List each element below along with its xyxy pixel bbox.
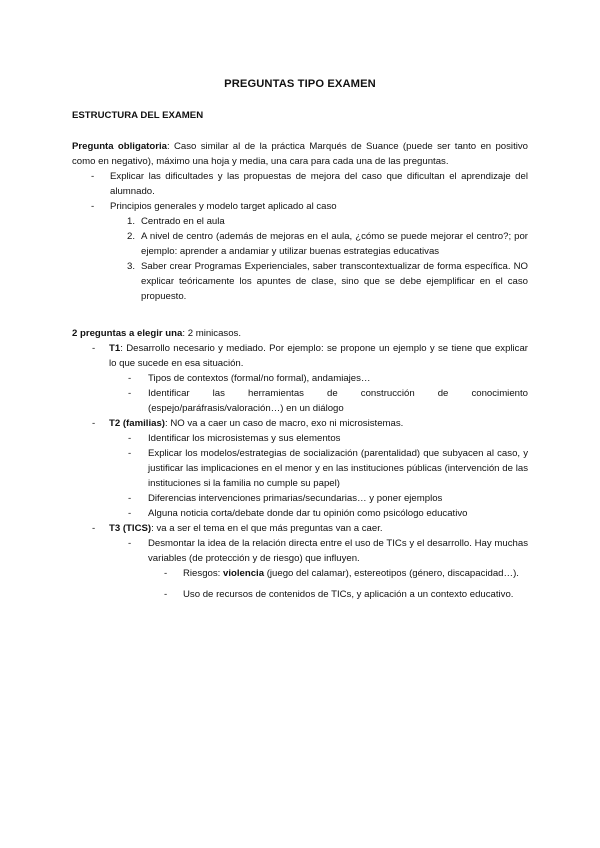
- obligatory-paragraph: [72, 139, 528, 169]
- sub-item-text: Diferencias intervenciones primarias/secundarias… y poner ejemplos: [148, 493, 443, 504]
- numbered-item-text: Saber crear Programas Experienciales, saber transcontextualizar de forma específica. NO explicar teóricamente los apuntes de clase, sino que se debe ejemplificar en el caso propuesto.: [141, 261, 528, 302]
- bullet-dash: -: [91, 171, 95, 182]
- section-heading: ESTRUCTURA DEL EXAMEN: [72, 110, 204, 121]
- t3-text: : va a ser el tema en el que más preguntas van a caer.: [151, 523, 383, 534]
- sub-list-item: [72, 431, 528, 446]
- sub-list-item: [72, 446, 528, 491]
- numbered-item-text: Centrado en el aula: [141, 216, 225, 227]
- bullet-dash: -: [128, 373, 132, 384]
- sub-item-text: Identificar las herramientas de construcción de conocimiento (espejo/paráfrasis/valoración…) en un diálogo: [148, 388, 528, 414]
- sub-list-item: [72, 536, 528, 566]
- obligatory-label: Pregunta obligatoria: [72, 141, 167, 152]
- numbered-item: [72, 259, 528, 304]
- risk-suffix: (juego del calamar), estereotipos (género, discapacidad…).: [264, 568, 519, 579]
- bullet-dash: -: [92, 523, 96, 534]
- risk-prefix: Riesgos:: [183, 568, 223, 579]
- bullet-dash: -: [164, 589, 168, 600]
- risk-bold: violencia: [223, 568, 265, 579]
- numbered-item: [72, 229, 528, 259]
- obligatory-text: : Caso similar al de la práctica Marqués de Suance (puede ser tanto en positivo como en negativo), máximo una hoja y media, una cara para cada una de las preguntas.: [72, 141, 528, 167]
- bullet-dash: -: [91, 201, 95, 212]
- sub-item-text: Tipos de contextos (formal/no formal), andamiajes…: [148, 373, 371, 384]
- sub-list-item: [72, 386, 528, 416]
- bullet-dash: -: [128, 388, 132, 399]
- bullet-dash: -: [128, 448, 132, 459]
- sub-item-text: Identificar los microsistemas y sus elementos: [148, 433, 341, 444]
- numbered-item-text: A nivel de centro (además de mejoras en el aula, ¿cómo se puede mejorar el centro?; por ejemplo: aprender a andamiar y utilizar buenas estrategias educativas: [141, 231, 528, 257]
- bullet-dash: -: [128, 538, 132, 549]
- sub-sub-list-item: [72, 566, 528, 581]
- t3-label: T3 (TICS): [109, 523, 152, 534]
- list-item-t3: [72, 521, 528, 536]
- choose-label: 2 preguntas a elegir una: [72, 328, 183, 339]
- t2-label: T2 (familias): [109, 418, 165, 429]
- bullet-dash: -: [92, 343, 96, 354]
- t1-label: T1: [109, 343, 121, 354]
- list-item-text: Explicar las dificultades y las propuestas de mejora del caso que dificultan el aprendizaje del alumnado.: [110, 171, 528, 197]
- item-number: 3.: [127, 261, 136, 272]
- t2-text: : NO va a caer un caso de macro, exo ni microsistemas.: [164, 418, 404, 429]
- sub-list-item: [72, 506, 528, 521]
- sub-item-text: Desmontar la idea de la relación directa entre el uso de TICs y el desarrollo. Hay muchas variables (de protección y de riesgo) que influyen.: [148, 538, 528, 564]
- sub-sub-list-item: [72, 587, 528, 602]
- sub-list-item: [72, 371, 528, 386]
- bullet-dash: -: [128, 493, 132, 504]
- numbered-item: [72, 214, 528, 229]
- bullet-dash: -: [92, 418, 96, 429]
- t1-text: : Desarrollo necesario y mediado. Por ejemplo: se propone un ejemplo y se tiene que explicar lo que sucede en esa situación.: [109, 343, 528, 369]
- item-number: 1.: [127, 216, 136, 227]
- bullet-dash: -: [128, 508, 132, 519]
- list-item: [72, 199, 528, 214]
- list-item-text: Principios generales y modelo target aplicado al caso: [110, 201, 337, 212]
- choose-paragraph: [72, 326, 528, 341]
- choose-text: : 2 minicasos.: [182, 328, 242, 339]
- sub-list-item: [72, 491, 528, 506]
- bullet-dash: -: [128, 433, 132, 444]
- sub-sub-item-text: Uso de recursos de contenidos de TICs, y aplicación a un contexto educativo.: [183, 589, 514, 600]
- sub-item-text: Explicar los modelos/estrategias de socialización (parentalidad) que subyacen al caso, y justificar las implicaciones en el menor y en las instituciones públicas (intervención de las instituciones si la familia no cumple su papel): [148, 448, 528, 489]
- list-item-t2: [72, 416, 528, 431]
- list-item: [72, 169, 528, 199]
- sub-item-text: Alguna noticia corta/debate donde dar tu opinión como psicólogo educativo: [148, 508, 468, 519]
- list-item-t1: [72, 341, 528, 371]
- page-title: PREGUNTAS TIPO EXAMEN: [224, 78, 376, 90]
- document-body: [72, 108, 528, 602]
- bullet-dash: -: [164, 568, 168, 579]
- item-number: 2.: [127, 231, 136, 242]
